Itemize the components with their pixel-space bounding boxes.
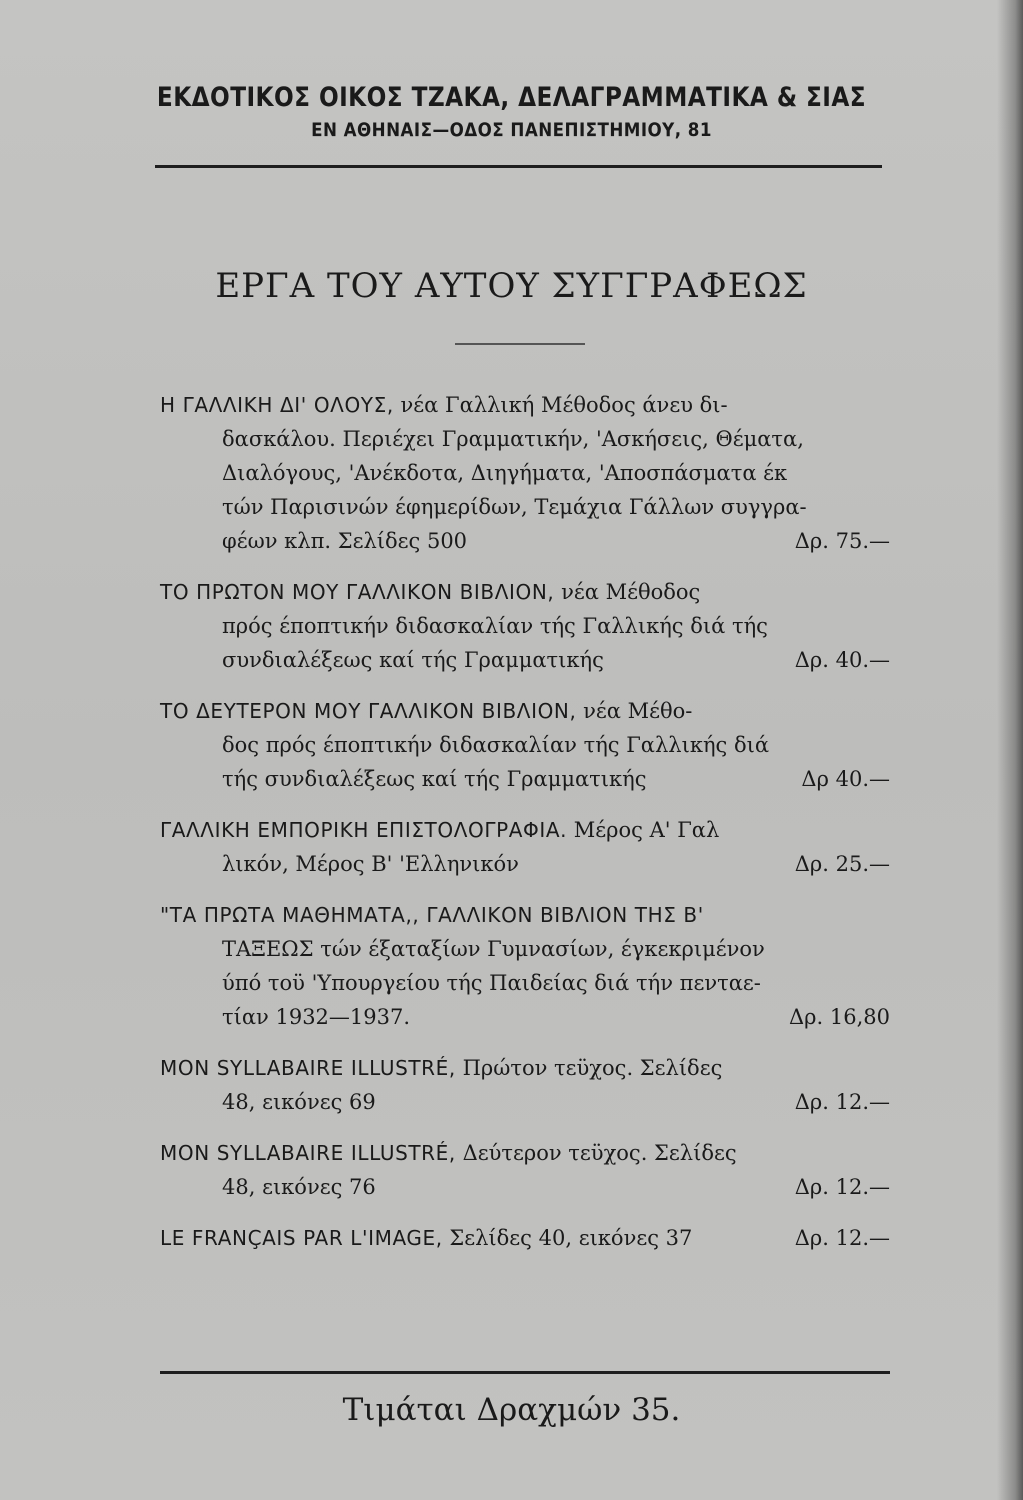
catalogue-entry [160, 1221, 890, 1255]
entry-text: Δεύτερον τεϋχος. Σελίδες [462, 1141, 737, 1165]
catalogue-entry [160, 1051, 890, 1119]
bottom-rule [160, 1371, 890, 1374]
entry-text: 48, εικόνες 69 [222, 1090, 376, 1114]
entry-text: τίαν 1932—1937. [222, 1005, 411, 1029]
entry-title: LE FRANÇAIS PAR L'IMAGE, [160, 1226, 443, 1250]
entry-text: Διαλόγους, 'Ανέκδοτα, Διηγήματα, 'Αποσπάσματα έκ [222, 461, 788, 485]
entry-text: τών Παρισινών έφημερίδων, Τεμάχια Γάλλων συγγρα- [222, 495, 807, 519]
title-divider [455, 343, 585, 345]
entry-text: τής συνδιαλέξεως καί τής Γραμματικής [222, 767, 647, 791]
entry-text: δασκάλου. Περιέχει Γραμματικήν, 'Ασκήσεις, Θέματα, [222, 427, 804, 451]
catalogue-entry [160, 1136, 890, 1204]
entry-price: Δρ 40.— [801, 767, 890, 791]
entry-title: ΤΟ ΠΡΩΤΟΝ ΜΟΥ ΓΑΛΛΙΚΟΝ ΒΙΒΛΙΟΝ, [160, 580, 555, 604]
entry-price: Δρ. 25.— [794, 852, 890, 876]
top-rule [155, 165, 882, 168]
catalogue-entry [160, 813, 890, 881]
entry-text: συνδιαλέξεως καί τής Γραμματικής [222, 648, 604, 672]
publisher-header [0, 82, 1023, 141]
entry-text: νέα Γαλλική Μέθοδος άνευ δι- [400, 393, 728, 417]
catalogue-entry [160, 694, 890, 796]
book-price: Τιμάται Δραχμών 35. [342, 1392, 681, 1428]
book-catalogue [160, 388, 890, 1272]
entry-price: Δρ. 12.— [794, 1090, 890, 1114]
entry-text: 48, εικόνες 76 [222, 1175, 376, 1199]
entry-title: MON SYLLABAIRE ILLUSTRÉ, [160, 1056, 456, 1080]
entry-text: λικόν, Μέρος Β' 'Ελληνικόν [222, 852, 519, 876]
publisher-name: ΕΚΔΟΤΙΚΟΣ ΟΙΚΟΣ ΤΖΑΚΑ, ΔΕΛΑΓΡΑΜΜΑΤΙΚΑ & ΣΙΑΣ [156, 82, 867, 113]
entry-price: Δρ. 12.— [794, 1226, 890, 1250]
entry-text: ΤΑΞΕΩΣ τών έξαταξίων Γυμνασίων, έγκεκριμένον [222, 937, 765, 961]
page-edge-shadow [997, 0, 1023, 1500]
entry-text: Πρώτον τεϋχος. Σελίδες [462, 1056, 723, 1080]
entry-title: MON SYLLABAIRE ILLUSTRÉ, [160, 1141, 456, 1165]
catalogue-entry [160, 898, 890, 1034]
catalogue-entry [160, 575, 890, 677]
publisher-address: ΕΝ ΑΘΗΝΑΙΣ—ΟΔΟΣ ΠΑΝΕΠΙΣΤΗΜΙΟΥ, 81 [311, 119, 712, 141]
entry-text: Μέρος Α' Γαλ [573, 818, 720, 842]
entry-title: Η ΓΑΛΛΙΚΗ ΔΙ' ΟΛΟΥΣ, [160, 393, 394, 417]
entry-price: Δρ. 16,80 [789, 1005, 890, 1029]
entry-text: νέα Μέθο- [583, 699, 693, 723]
entry-title: ΤΟ ΔΕΥΤΕΡΟΝ ΜΟΥ ΓΑΛΛΙΚΟΝ ΒΙΒΛΙΟΝ, [160, 699, 577, 723]
entry-text: πρός έποπτικήν διδασκαλίαν τής Γαλλικής διά τής [222, 614, 768, 638]
entry-text: δος πρός έποπτικήν διδασκαλίαν τής Γαλλικής διά [222, 733, 770, 757]
entry-price: Δρ. 12.— [794, 1175, 890, 1199]
entry-text: νέα Μέθοδος [561, 580, 701, 604]
entry-text: φέων κλπ. Σελίδες 500 [222, 529, 468, 553]
entry-text: Σελίδες 40, εικόνες 37 [449, 1226, 693, 1250]
works-title: ΕΡΓΑ ΤΟΥ ΑΥΤΟΥ ΣΥΓΓΡΑΦΕΩΣ [215, 266, 808, 306]
entry-title: ΓΑΛΛΙΚΗ ΕΜΠΟΡΙΚΗ ΕΠΙΣΤΟΛΟΓΡΑΦΙΑ. [160, 818, 568, 842]
catalogue-entry [160, 388, 890, 558]
entry-title: "ΤΑ ΠΡΩΤΑ ΜΑΘΗΜΑΤΑ,, ΓΑΛΛΙΚΟΝ ΒΙΒΛΙΟΝ ΤΗΣ Β' [160, 903, 704, 927]
entry-price: Δρ. 75.— [794, 529, 890, 553]
entry-text: ύπό τοϋ 'Υπουργείου τής Παιδείας διά τήν πενταε- [222, 971, 761, 995]
entry-price: Δρ. 40.— [794, 648, 890, 672]
